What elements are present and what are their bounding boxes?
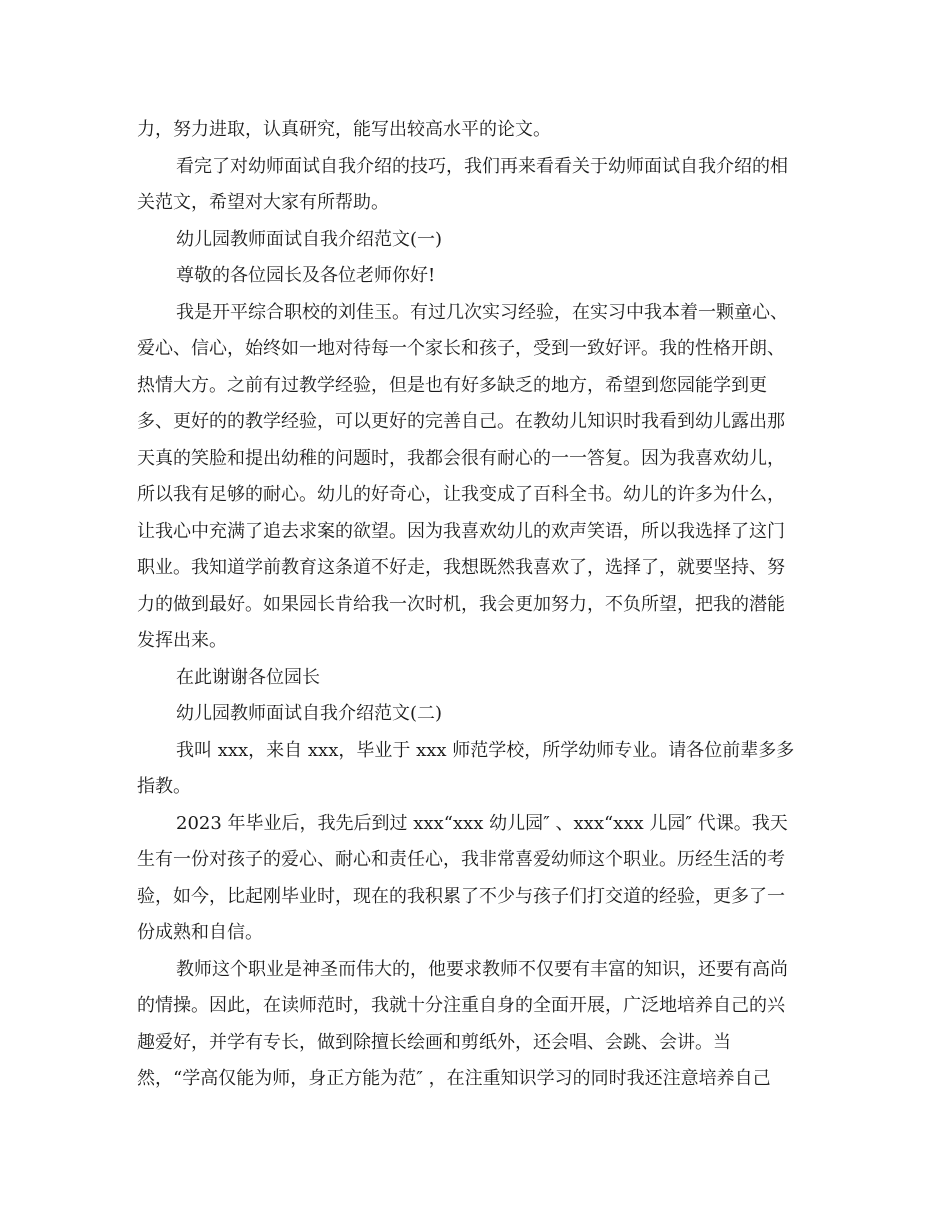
text-line: 我是开平综合职校的刘佳玉。有过几次实习经验，在实习中我本着一颗童心、 (176, 302, 788, 323)
text-line: 力的做到最好。如果园长肯给我一次时机，我会更加努力，不负所望，把我的潜能 (137, 594, 785, 615)
text-line: 热情大方。之前有过教学经验，但是也有好多缺乏的地方，希望到您园能学到更 (137, 375, 767, 396)
text-line: 教师这个职业是神圣而伟大的，他要求教师不仅要有丰富的知识，还要有高尚 (176, 959, 788, 980)
section-heading: 幼儿园教师面试自我介绍范文(一) (176, 229, 443, 250)
text-line: 尊敬的各位园长及各位老师你好! (176, 265, 436, 286)
text-line: 我叫 xxx，来自 xxx，毕业于 xxx 师范学校，所学幼师专业。请各位前辈多多 (176, 740, 795, 761)
text-line: 份成熟和自信。 (137, 922, 263, 943)
text-line: 生有一份对孩子的爱心、耐心和责任心，我非常喜爱幼师这个职业。历经生活的考 (137, 849, 785, 870)
text-line: 2023 年毕业后，我先后到过 xxx“xxx 幼儿园″ 、xxx“xxx 儿园″ 代课。我天 (176, 813, 788, 834)
text-line: 的情操。因此，在读师范时，我就十分注重自身的全面开展，广泛地培养自己的兴 (137, 995, 785, 1016)
text-line: 爱心、信心，始终如一地对待每一个家长和孩子，受到一致好评。我的性格开朗、 (137, 338, 785, 359)
text-line: 关范文，希望对大家有所帮助。 (137, 192, 389, 213)
text-line: 多、更好的的教学经验，可以更好的完善自己。在教幼儿知识时我看到幼儿露出那 (137, 411, 785, 432)
text-line: 发挥出来。 (137, 630, 227, 651)
text-line: 职业。我知道学前教育这条道不好走，我想既然我喜欢了，选择了，就要坚持、努 (137, 557, 785, 578)
text-line: 力，努力进取，认真研究，能写出较高水平的论文。 (137, 119, 551, 140)
text-line: 看完了对幼师面试自我介绍的技巧，我们再来看看关于幼师面试自我介绍的相 (176, 156, 788, 177)
text-line: 在此谢谢各位园长 (176, 667, 320, 688)
text-line: 指教。 (137, 776, 191, 797)
text-line: 然，“学高仅能为师，身正方能为范″ ，在注重知识学习的同时我还注意培养自己 (137, 1068, 771, 1089)
text-line: 所以我有足够的耐心。幼儿的好奇心，让我变成了百科全书。幼儿的许多为什么， (137, 484, 785, 505)
text-line: 天真的笑脸和提出幼稚的问题时，我都会很有耐心的一一答复。因为我喜欢幼儿， (137, 448, 785, 469)
text-line: 趣爱好，并学有专长，做到除擅长绘画和剪纸外，还会唱、会跳、会讲。当 (137, 1032, 731, 1053)
text-line: 验，如今，比起刚毕业时，现在的我积累了不少与孩子们打交道的经验，更多了一 (137, 886, 785, 907)
text-line: 让我心中充满了追去求案的欲望。因为我喜欢幼儿的欢声笑语，所以我选择了这门 (137, 521, 785, 542)
section-heading: 幼儿园教师面试自我介绍范文(二) (176, 703, 443, 724)
